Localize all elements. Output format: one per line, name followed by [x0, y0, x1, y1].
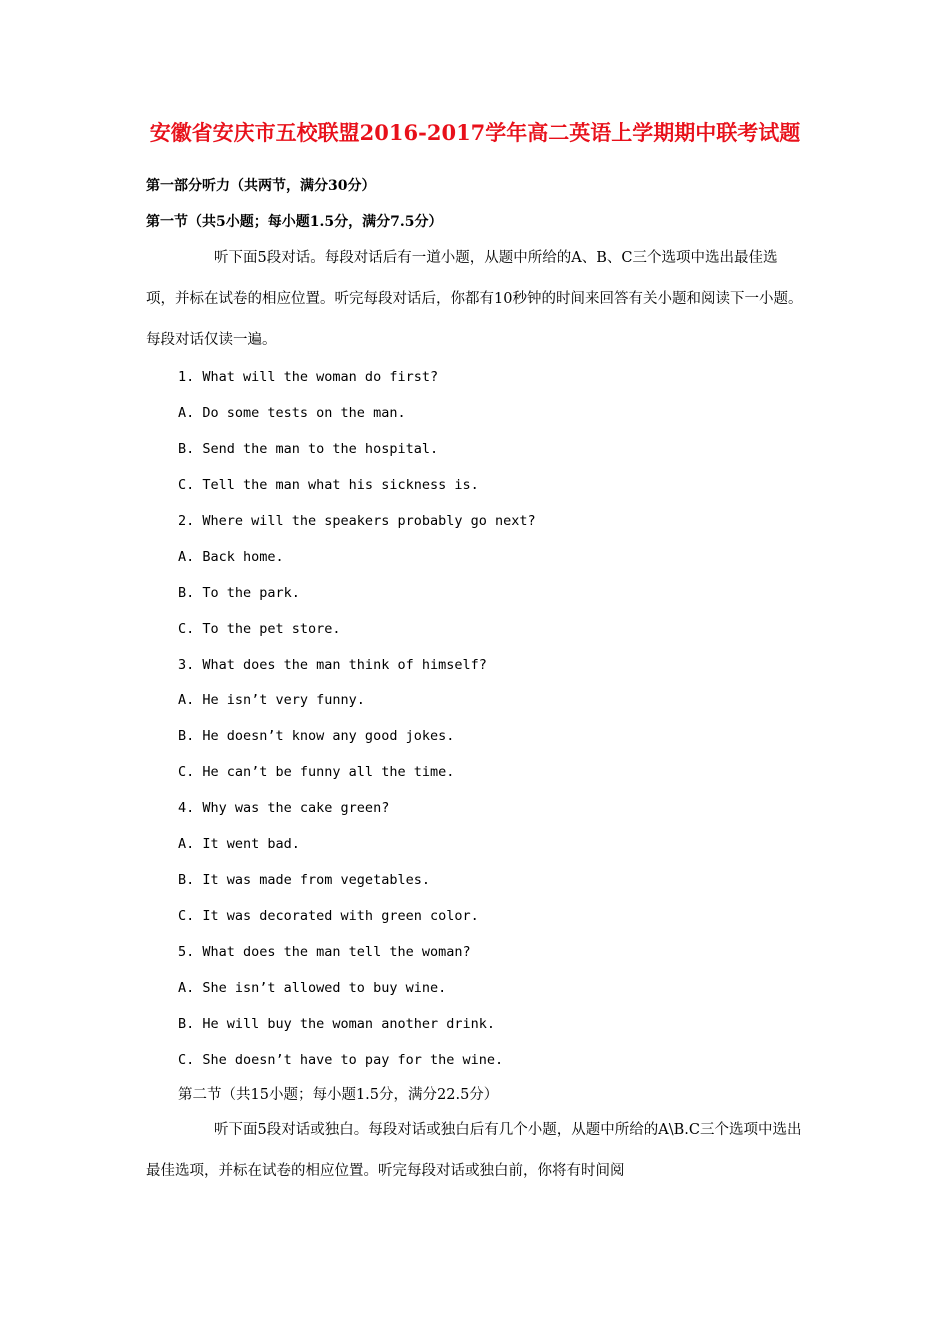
- question-5-option-a: A. She isn’t allowed to buy wine.: [178, 980, 447, 996]
- question-5-option-b: B. He will buy the woman another drink.: [178, 1016, 495, 1032]
- document-title: 安徽省安庆市五校联盟2016-2017学年高二英语上学期期中联考试题: [149, 120, 801, 145]
- section2-heading: 第二节（共15小题；每小题1.5分，满分22.5分）: [178, 1087, 499, 1103]
- part1-heading: 第一部分听力（共两节，满分30分）: [146, 178, 376, 194]
- question-3-option-a: A. He isn’t very funny.: [178, 692, 365, 708]
- question-5-option-c: C. She doesn’t have to pay for the wine.: [178, 1052, 504, 1068]
- section1-heading: 第一节（共5小题；每小题1.5分，满分7.5分）: [146, 214, 443, 230]
- question-1-option-c: C. Tell the man what his sickness is.: [178, 477, 479, 493]
- question-1: 1. What will the woman do first?: [178, 369, 439, 385]
- section1-instructions: 听下面5段对话。每段对话后有一道小题，从题中所给的A、B、C三个选项中选出最佳选项，并标在试卷的相应位置。听完每段对话后，你都有10秒钟的时间来回答有关小题和阅读下一小题。每段对话仅读一遍。: [146, 250, 803, 348]
- question-3-option-b: B. He doesn’t know any good jokes.: [178, 728, 455, 744]
- question-2: 2. Where will the speakers probably go next?: [178, 513, 536, 529]
- question-3: 3. What does the man think of himself?: [178, 657, 487, 673]
- question-2-option-a: A. Back home.: [178, 549, 284, 565]
- question-4-option-b: B. It was made from vegetables.: [178, 872, 430, 888]
- question-3-option-c: C. He can’t be funny all the time.: [178, 764, 455, 780]
- section2-instructions: 听下面5段对话或独白。每段对话或独白后有几个小题，从题中所给的A\B.C三个选项中选出最佳选项，并标在试卷的相应位置。听完每段对话或独白前，你将有时间阅: [146, 1122, 802, 1179]
- question-2-option-c: C. To the pet store.: [178, 621, 341, 637]
- question-4: 4. Why was the cake green?: [178, 800, 390, 816]
- question-2-option-b: B. To the park.: [178, 585, 300, 601]
- question-1-option-b: B. Send the man to the hospital.: [178, 441, 439, 457]
- question-4-option-c: C. It was decorated with green color.: [178, 908, 479, 924]
- question-5: 5. What does the man tell the woman?: [178, 944, 471, 960]
- question-4-option-a: A. It went bad.: [178, 836, 300, 852]
- question-1-option-a: A. Do some tests on the man.: [178, 405, 406, 421]
